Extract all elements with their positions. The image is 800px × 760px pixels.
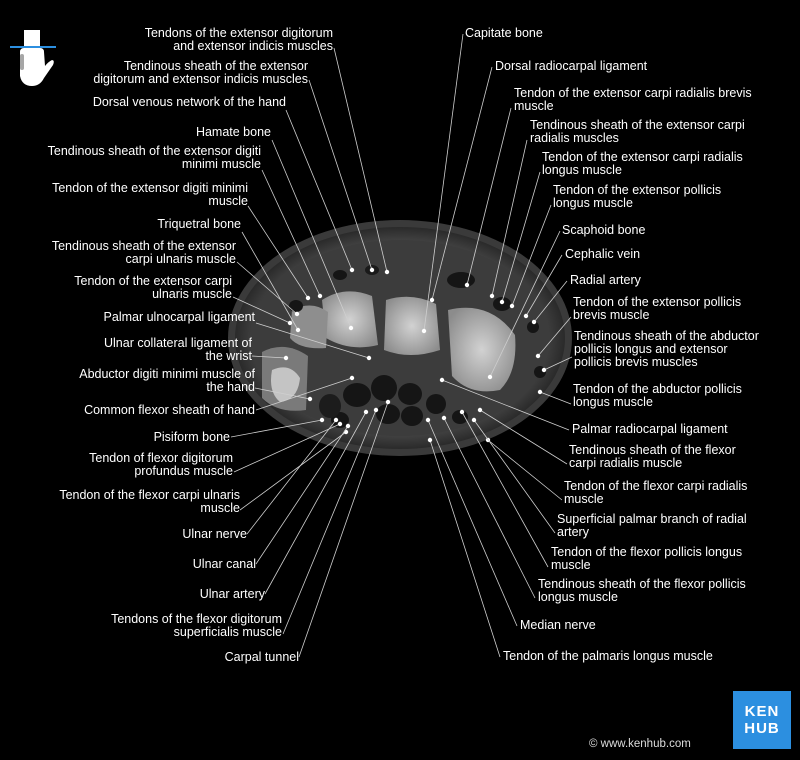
right-label: Palmar radiocarpal ligament xyxy=(572,422,728,436)
left-label-16-leader xyxy=(247,420,336,534)
left-label: Tendinous sheath of the extensor carpi ulnaris muscle xyxy=(51,239,236,266)
left-label-18-marker xyxy=(364,410,368,414)
right-label: Tendon of the abductor pollicis longus muscle xyxy=(573,382,742,409)
left-label-2-marker xyxy=(350,268,354,272)
right-label-12-marker xyxy=(440,378,444,382)
left-label: Tendon of flexor digitorum profundus muscle xyxy=(89,451,233,478)
left-label: Tendons of the extensor digitorum and extensor indicis muscles xyxy=(144,26,333,53)
right-label-17-marker xyxy=(442,416,446,420)
right-label-9-marker xyxy=(536,354,540,358)
right-label-18-leader xyxy=(428,420,517,626)
left-label: Ulnar canal xyxy=(192,557,256,571)
right-label: Tendon of the flexor carpi radialis muscle xyxy=(564,479,748,506)
right-label: Tendon of the palmaris longus muscle xyxy=(503,649,713,663)
left-label-11-marker xyxy=(308,397,312,401)
right-label-15-leader xyxy=(474,420,555,533)
right-label-8-marker xyxy=(532,320,536,324)
logo-line2: HUB xyxy=(744,720,780,737)
left-label: Tendon of the extensor digiti minimi muscle xyxy=(52,181,248,208)
left-label: Carpal tunnel xyxy=(224,650,299,664)
right-label: Tendon of the flexor pollicis longus muscle xyxy=(551,545,743,572)
left-label: Ulnar nerve xyxy=(182,527,247,541)
right-label-11-marker xyxy=(538,390,542,394)
right-label-16-marker xyxy=(460,410,464,414)
right-label: Tendon of the extensor pollicis brevis muscle xyxy=(573,295,742,322)
right-label: Cephalic vein xyxy=(565,247,641,261)
left-label-10-marker xyxy=(284,356,288,360)
left-label-12-marker xyxy=(350,376,354,380)
left-label-1-marker xyxy=(370,268,374,272)
right-label: Scaphoid bone xyxy=(562,223,646,237)
hamate-shape xyxy=(322,291,378,347)
right-label: Tendinous sheath of the abductor pollicis longus and extensor pollicis brevis muscles xyxy=(574,329,759,369)
left-label: Abductor digiti minimi muscle of the hand xyxy=(79,367,255,394)
right-label-19-leader xyxy=(430,440,500,657)
left-label-3-marker xyxy=(349,326,353,330)
wrist-section-icon xyxy=(10,30,56,86)
right-label-3-marker xyxy=(490,294,494,298)
right-label: Tendon of the extensor carpi radialis brevis muscle xyxy=(514,86,752,113)
right-label: Superficial palmar branch of radial artery xyxy=(557,512,747,539)
left-label-14-marker xyxy=(338,422,342,426)
kenhub-logo[interactable] xyxy=(733,691,791,749)
right-label-1-marker xyxy=(430,298,434,302)
left-label: Hamate bone xyxy=(195,125,271,139)
left-label-5-marker xyxy=(306,296,310,300)
right-label-2-marker xyxy=(465,283,469,287)
wrist-mri-section xyxy=(228,220,572,456)
copyright-text: © www.kenhub.com xyxy=(589,738,691,750)
left-label: Tendinous sheath of the extensor digiti minimi muscle xyxy=(47,144,261,171)
left-label-17-leader xyxy=(256,426,348,564)
right-label: Radial artery xyxy=(570,273,641,287)
left-label: Common flexor sheath of hand xyxy=(84,403,255,417)
right-label-13-marker xyxy=(478,408,482,412)
right-label-15-marker xyxy=(472,418,476,422)
left-label: Palmar ulnocarpal ligament xyxy=(103,310,255,324)
right-label: Tendinous sheath of the flexor carpi radialis muscle xyxy=(569,443,736,470)
left-label-8-marker xyxy=(288,321,292,325)
right-label-10-marker xyxy=(542,368,546,372)
right-label: Tendon of the extensor pollicis longus muscle xyxy=(553,183,722,210)
right-label: Capitate bone xyxy=(465,26,543,40)
capitate-shape xyxy=(384,297,440,355)
left-label: Tendon of the extensor carpi ulnaris muscle xyxy=(74,274,232,301)
left-label-4-marker xyxy=(318,294,322,298)
left-label-7-marker xyxy=(295,312,299,316)
left-label-9-marker xyxy=(367,356,371,360)
left-label: Ulnar artery xyxy=(199,587,265,601)
right-label-0-marker xyxy=(422,329,426,333)
right-label-6-marker xyxy=(488,375,492,379)
left-label: Dorsal venous network of the hand xyxy=(92,95,286,109)
left-label: Tendon of the flexor carpi ulnaris muscle xyxy=(59,488,240,515)
left-label-20-marker xyxy=(386,400,390,404)
right-label: Tendon of the extensor carpi radialis longus muscle xyxy=(542,150,743,177)
right-label-18-marker xyxy=(426,418,430,422)
left-label: Triquetral bone xyxy=(157,217,241,231)
left-label: Ulnar collateral ligament of the wrist xyxy=(104,336,252,363)
left-label-15-leader xyxy=(240,432,346,510)
right-label-7-marker xyxy=(524,314,528,318)
right-label-16-leader xyxy=(462,412,548,567)
left-label-0-marker xyxy=(385,270,389,274)
logo-line1: KEN xyxy=(744,703,780,720)
right-label: Tendinous sheath of the flexor pollicis longus muscle xyxy=(538,577,746,604)
left-label-13-marker xyxy=(320,418,324,422)
right-label-4-marker xyxy=(500,300,504,304)
right-label: Median nerve xyxy=(520,618,596,632)
right-label-17-leader xyxy=(444,418,535,598)
left-label-6-marker xyxy=(296,328,300,332)
right-label: Tendinous sheath of the extensor carpi radialis muscles xyxy=(530,118,745,145)
right-label-19-marker xyxy=(428,438,432,442)
left-label-16-marker xyxy=(334,418,338,422)
left-label-19-marker xyxy=(374,408,378,412)
left-label-17-marker xyxy=(346,424,350,428)
right-label: Dorsal radiocarpal ligament xyxy=(495,59,648,73)
left-label: Tendons of the flexor digitorum superficialis muscle xyxy=(111,612,282,639)
left-label: Pisiform bone xyxy=(153,430,230,444)
right-label-5-marker xyxy=(510,304,514,308)
left-label: Tendinous sheath of the extensor digitorum and extensor indicis muscles xyxy=(93,59,308,86)
